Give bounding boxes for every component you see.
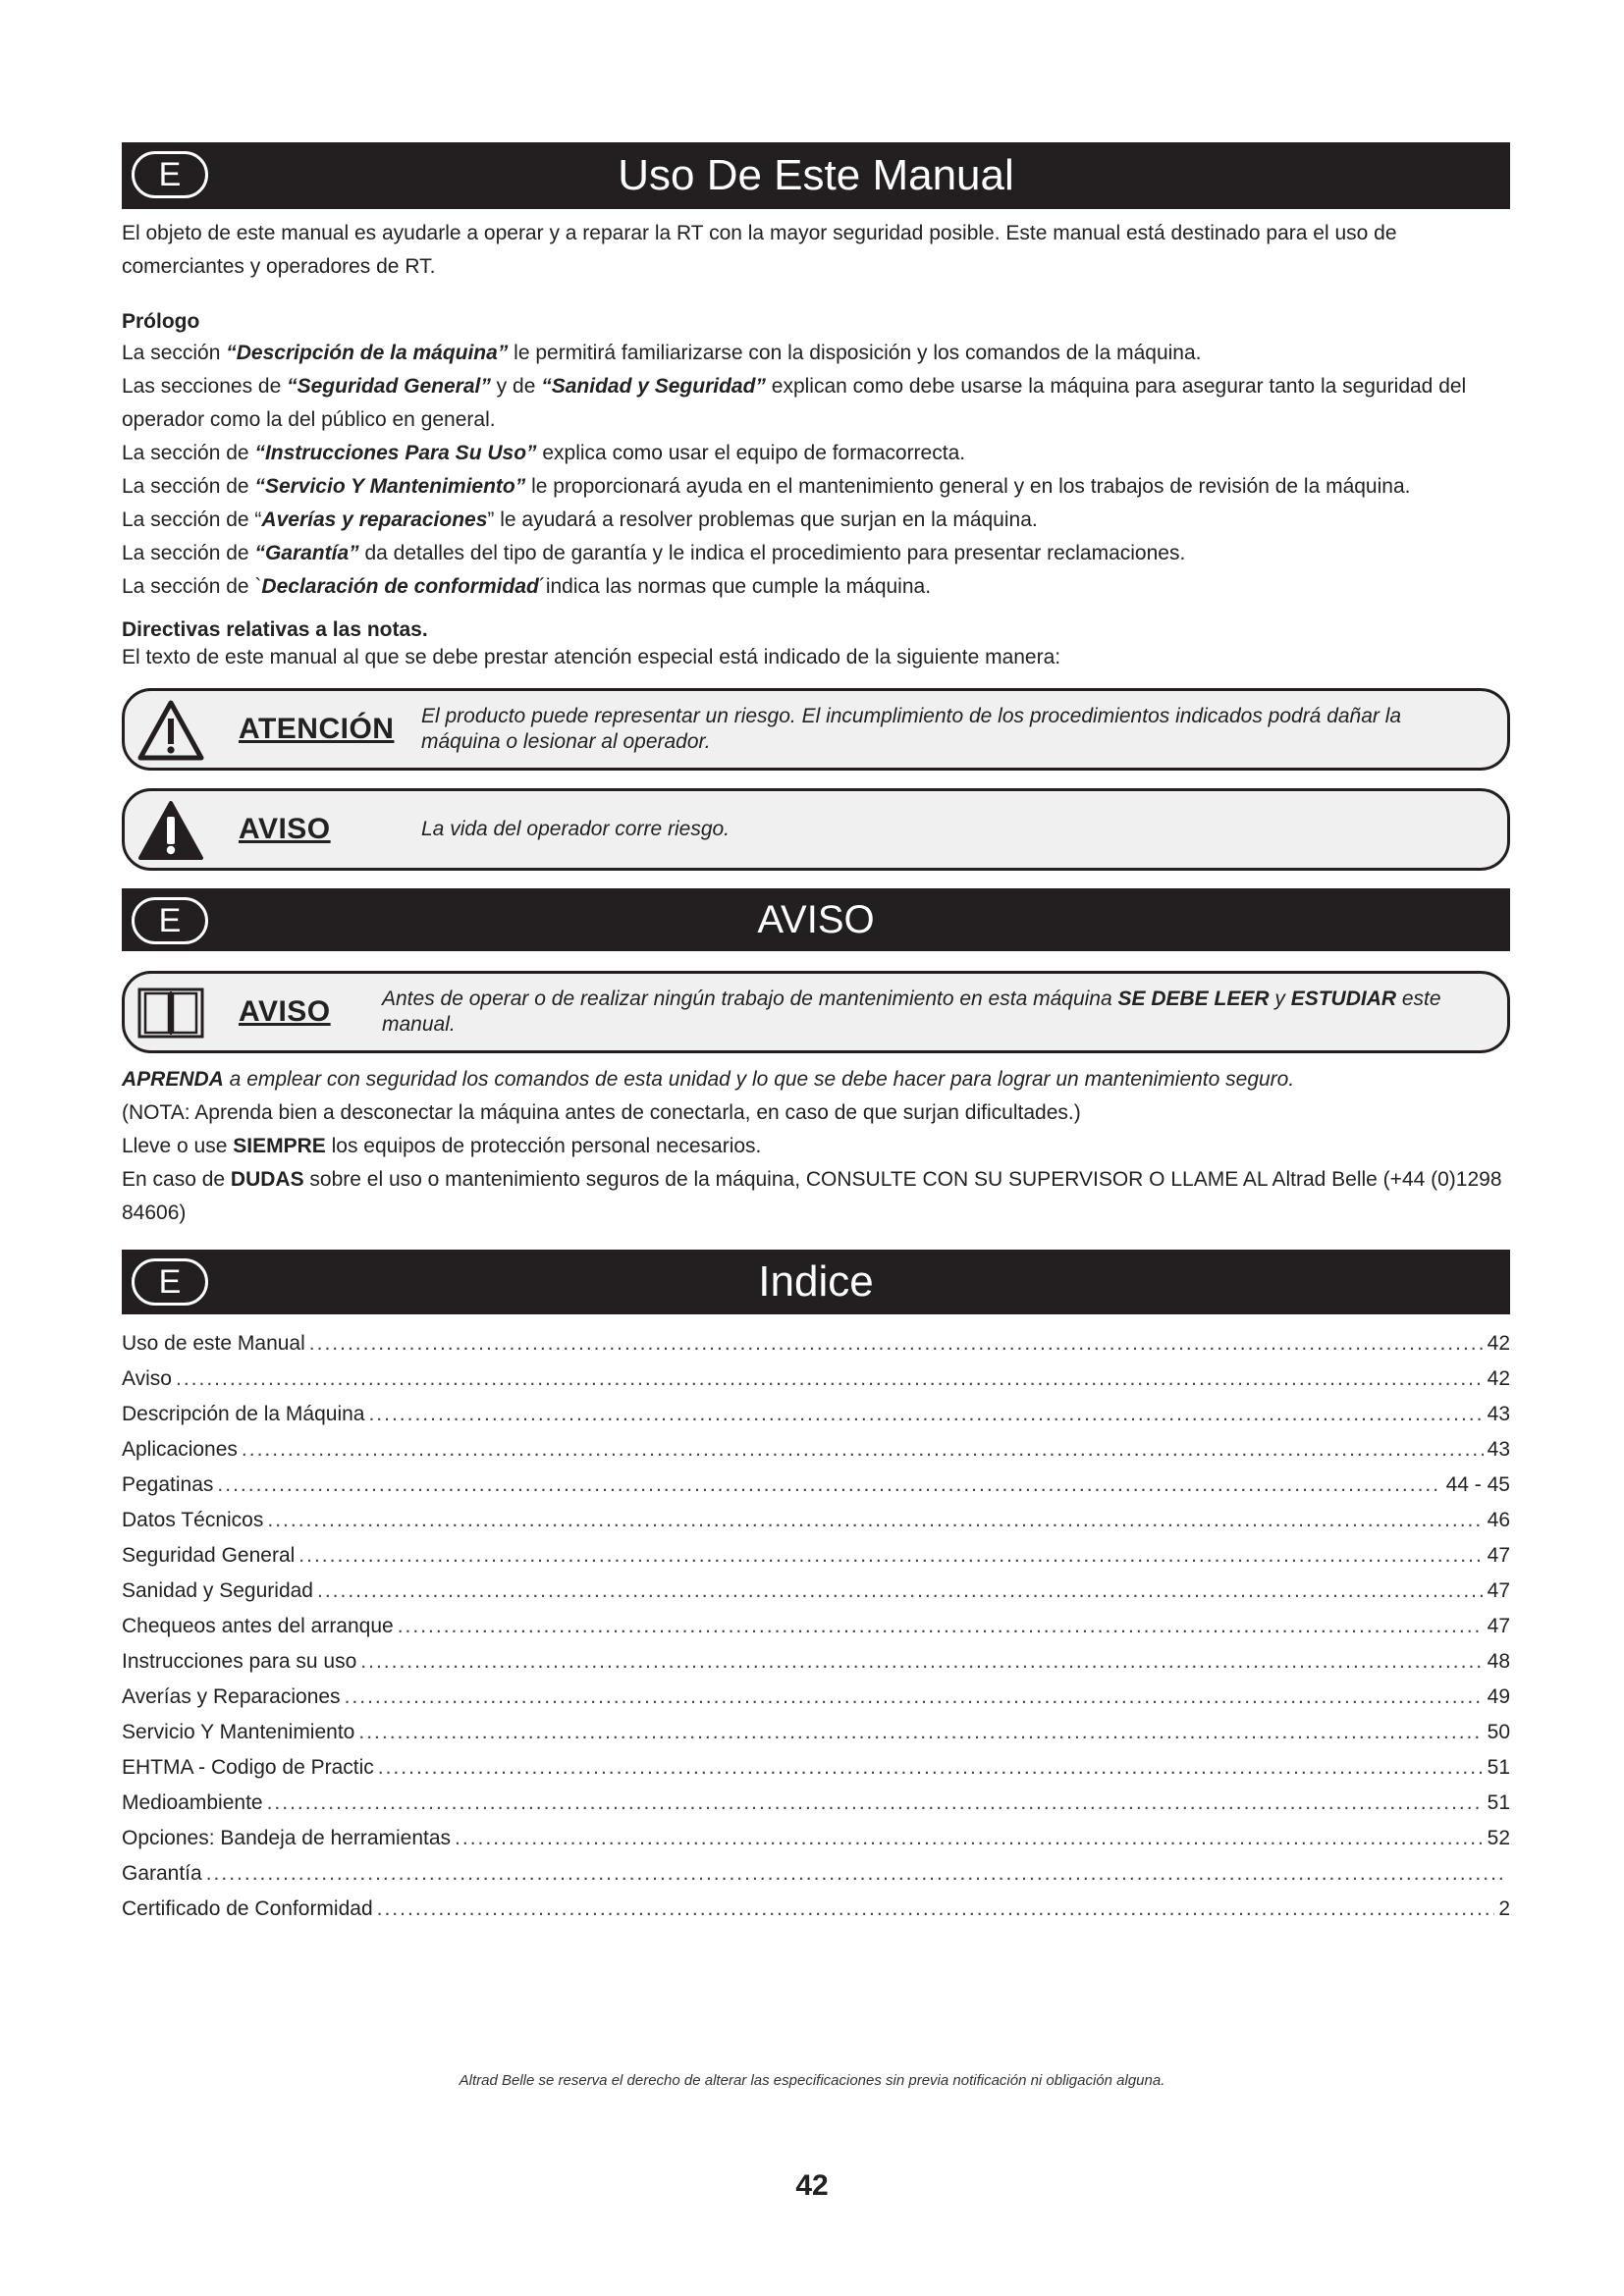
toc-entry[interactable]: Medioambiente ..... 51 — [122, 1786, 1510, 1821]
prologo-item: La sección de “Instrucciones Para Su Uso” explica como usar el equipo de formacorrecta. — [122, 442, 966, 464]
directivas-heading: Directivas relativas a las notas. — [122, 618, 428, 641]
table-of-contents — [122, 1326, 1510, 1927]
toc-entry[interactable]: Garantía ..... — [122, 1856, 1510, 1892]
banner-title: AVISO — [757, 898, 875, 941]
prologo-list — [122, 337, 1510, 604]
prologo-item: La sección de `Declaración de conformidad´indica las normas que cumple la máquina. — [122, 575, 932, 598]
prologo-heading: Prólogo — [122, 310, 200, 333]
toc-entry[interactable]: Descripción de la Máquina ..... 43 — [122, 1397, 1510, 1432]
banner-title: Uso De Este Manual — [618, 151, 1014, 199]
toc-entry[interactable]: Sanidad y Seguridad ..... 47 — [122, 1574, 1510, 1609]
prologo-item: Las secciones de “Seguridad General” y de “Sanidad y Seguridad” explican como debe usarse la máquina para asegurar tanto la seguridad del operador como la del público en general. — [122, 375, 1467, 431]
notice-label: AVISO — [239, 995, 331, 1028]
language-badge: E — [132, 897, 208, 944]
toc-entry[interactable]: Aviso ..... 42 — [122, 1362, 1510, 1397]
language-badge: E — [132, 1258, 208, 1306]
toc-entry[interactable]: Opciones: Bandeja de herramientas ..... 52 — [122, 1821, 1510, 1856]
prologo-item: La sección de “Averías y reparaciones” le ayudará a resolver problemas que surjan en la máquina. — [122, 508, 1038, 531]
lleve-text: Lleve o use SIEMPRE los equipos de protección personal necesarios. — [122, 1135, 762, 1157]
language-badge: E — [132, 151, 208, 198]
section-banner-aviso — [122, 888, 1510, 951]
toc-entry[interactable]: Seguridad General ..... 47 — [122, 1538, 1510, 1574]
toc-entry[interactable]: Pegatinas ..... 44 - 45 — [122, 1468, 1510, 1503]
toc-entry[interactable]: EHTMA - Codigo de Practic ..... 51 — [122, 1750, 1510, 1786]
page-content — [122, 142, 1510, 1927]
notice-text: La vida del operador corre riesgo. — [421, 818, 731, 840]
warning-triangle-filled-icon — [136, 799, 205, 862]
nota-text: (NOTA: Aprenda bien a desconectar la máquina antes de conectarla, en caso de que surjan dificultades.) — [122, 1101, 1081, 1124]
section-banner-indice — [122, 1250, 1510, 1314]
notice-atencion — [122, 688, 1510, 771]
directivas-text: El texto de este manual al que se debe prestar atención especial está indicado de la siguiente manera: — [122, 646, 1061, 668]
notice-label: ATENCIÓN — [239, 713, 395, 745]
toc-entry[interactable]: Servicio Y Mantenimiento ..... 50 — [122, 1715, 1510, 1750]
dudas-text: En caso de DUDAS sobre el uso o mantenimiento seguros de la máquina, CONSULTE CON SU SUPERVISOR O LLAME AL Altrad Belle (+44 (0)1298 84606) — [122, 1168, 1502, 1224]
prologo-item: La sección “Descripción de la máquina” le permitirá familiarizarse con la disposición y los comandos de la máquina. — [122, 342, 1202, 364]
toc-entry[interactable]: Instrucciones para su uso ..... 48 — [122, 1644, 1510, 1680]
notice-manual — [122, 971, 1510, 1053]
notice-label: AVISO — [239, 813, 331, 845]
notice-text: Antes de operar o de realizar ningún trabajo de mantenimiento en esta máquina SE DEBE LEER y ESTUDIAR este manual. — [382, 988, 1441, 1036]
toc-entry[interactable]: Datos Técnicos ..... 46 — [122, 1503, 1510, 1538]
notice-text: El producto puede representar un riesgo. El incumplimiento de los procedimientos indicados podrá dañar la máquina o lesionar al operador. — [421, 705, 1402, 753]
section-banner-uso — [122, 142, 1510, 209]
page-number: 42 — [795, 2169, 829, 2202]
toc-entry[interactable]: Chequeos antes del arranque ..... 47 — [122, 1609, 1510, 1644]
footer-disclaimer: Altrad Belle se reserva el derecho de alterar las especificaciones sin previa notificación ni obligación alguna. — [459, 2072, 1165, 2089]
book-icon — [136, 982, 205, 1044]
banner-title: Indice — [758, 1257, 874, 1306]
prologo-item: La sección de “Servicio Y Mantenimiento” le proporcionará ayuda en el mantenimiento general y en los trabajos de revisión de la máquina. — [122, 475, 1411, 498]
toc-entry[interactable]: Averías y Reparaciones ..... 49 — [122, 1680, 1510, 1715]
notice-aviso — [122, 788, 1510, 871]
warning-triangle-outline-icon — [136, 699, 205, 762]
toc-entry[interactable]: Aplicaciones ..... 43 — [122, 1432, 1510, 1468]
intro-paragraph: El objeto de este manual es ayudarle a operar y a reparar la RT con la mayor seguridad posible. Este manual está destinado para el uso de comerciantes y operadores de RT. — [122, 222, 1397, 278]
toc-entry[interactable]: Certificado de Conformidad ..... 2 — [122, 1892, 1510, 1927]
toc-entry[interactable]: Uso de este Manual ..... 42 — [122, 1326, 1510, 1362]
prologo-item: La sección de “Garantía” da detalles del tipo de garantía y le indica el procedimiento para presentar reclamaciones. — [122, 542, 1186, 564]
aprenda-text: APRENDA a emplear con seguridad los comandos de esta unidad y lo que se debe hacer para lograr un mantenimiento seguro. — [122, 1068, 1295, 1091]
